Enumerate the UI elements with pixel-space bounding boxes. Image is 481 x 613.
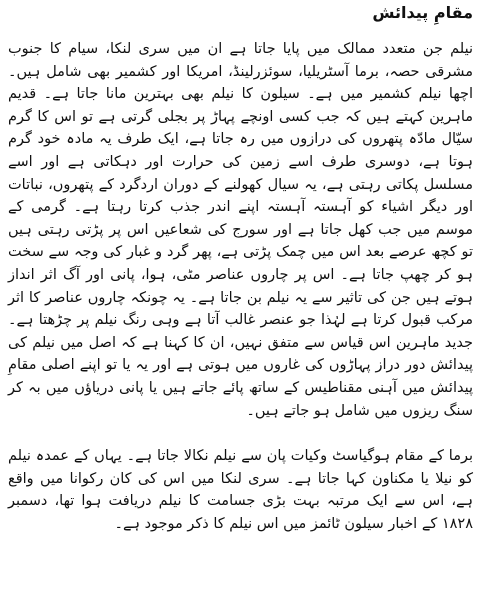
paragraph-origin-theories: نیلم جن متعدد ممالک میں پایا جاتا ہے ان میں سری لنکا، سیام کا جنوب مشرقی حصہ، برما آسٹریلیا، سوئزرلینڈ، امریکا اور کشمیر بھی شامل ہیں۔ اچھا نیلم کشمیر میں ہے۔ سیلون کا نیلم بھی بہترین مانا جاتا ہے۔ قدیم ماہرین کہتے ہیں کہ جب کسی اونچے پہاڑ پر بجلی گرتی ہے تو اس کا گرم سیّال مادّہ پتھروں کی درازوں میں رہ جاتا ہے، ایک طرف یہ مادہ خود گرم ہوتا ہے، دوسری طرف اسے زمین کی حرارت اور دہکاتی ہے اور اسے مسلسل پکاتی رہتی ہے، یہ سیال کھولنے کے دوران اردگرد کے پتھروں، نباتات اور دیگر اشیاء کو آہستہ آہستہ اپنے اندر جذب کرتا رہتا ہے۔ گرمی کے موسم میں جب کھل جاتا ہے اور سورج کی شعاعیں اس پر پڑتی رہتی ہیں تو کچھ عرصے بعد اس میں چمک پڑتی ہے، پھر گرد و غبار کی وجہ سے سخت ہو کر چھپ جاتا ہے۔ اس پر چاروں عناصر مٹی، ہوا، پانی اور آگ اثر انداز ہوتے ہیں جن کی تاثیر سے یہ نیلم بن جاتا ہے۔ یہ چونکہ چاروں عناصر کا اثر مرکب قبول کرتا ہے لہٰذا جو عنصر غالب آتا ہے وہی رنگ نیلم پر چڑھتا ہے۔ جدید ماہرین اس قیاس سے متفق نہیں، ان کا کہنا ہے کہ اصل میں نیلم کی پیدائش دور دراز پہاڑوں کی غاروں میں ہوتی ہے اور یہ یا تو اپنے اصلی مقامِ پیدائش میں آہنی مقناطیس کے ساتھ پائے جاتے ہیں یا پانی دریاؤں میں بہ کر سنگ ریزوں میں شامل ہو جاتے ہیں۔ <box>8 41 473 419</box>
paragraph-burma-srilanka: برما کے مقام ہوگیاسٹ وکیات پان سے نیلم نکالا جاتا ہے۔ یہاں کے عمدہ نیلم کو نیلا یا مکناون کہا جاتا ہے۔ سری لنکا میں اس کی کان رکوانا میں واقع ہے، اس سے ایک مرتبہ بہت بڑی جسامت کا نیلم دریافت ہوا تھا، دسمبر ۱۸۲۸ کے اخبار سیلون ٹائمز میں اس نیلم کا ذکر موجود ہے۔ <box>8 448 473 532</box>
section-heading: مقامِ پیدائش <box>372 3 473 22</box>
